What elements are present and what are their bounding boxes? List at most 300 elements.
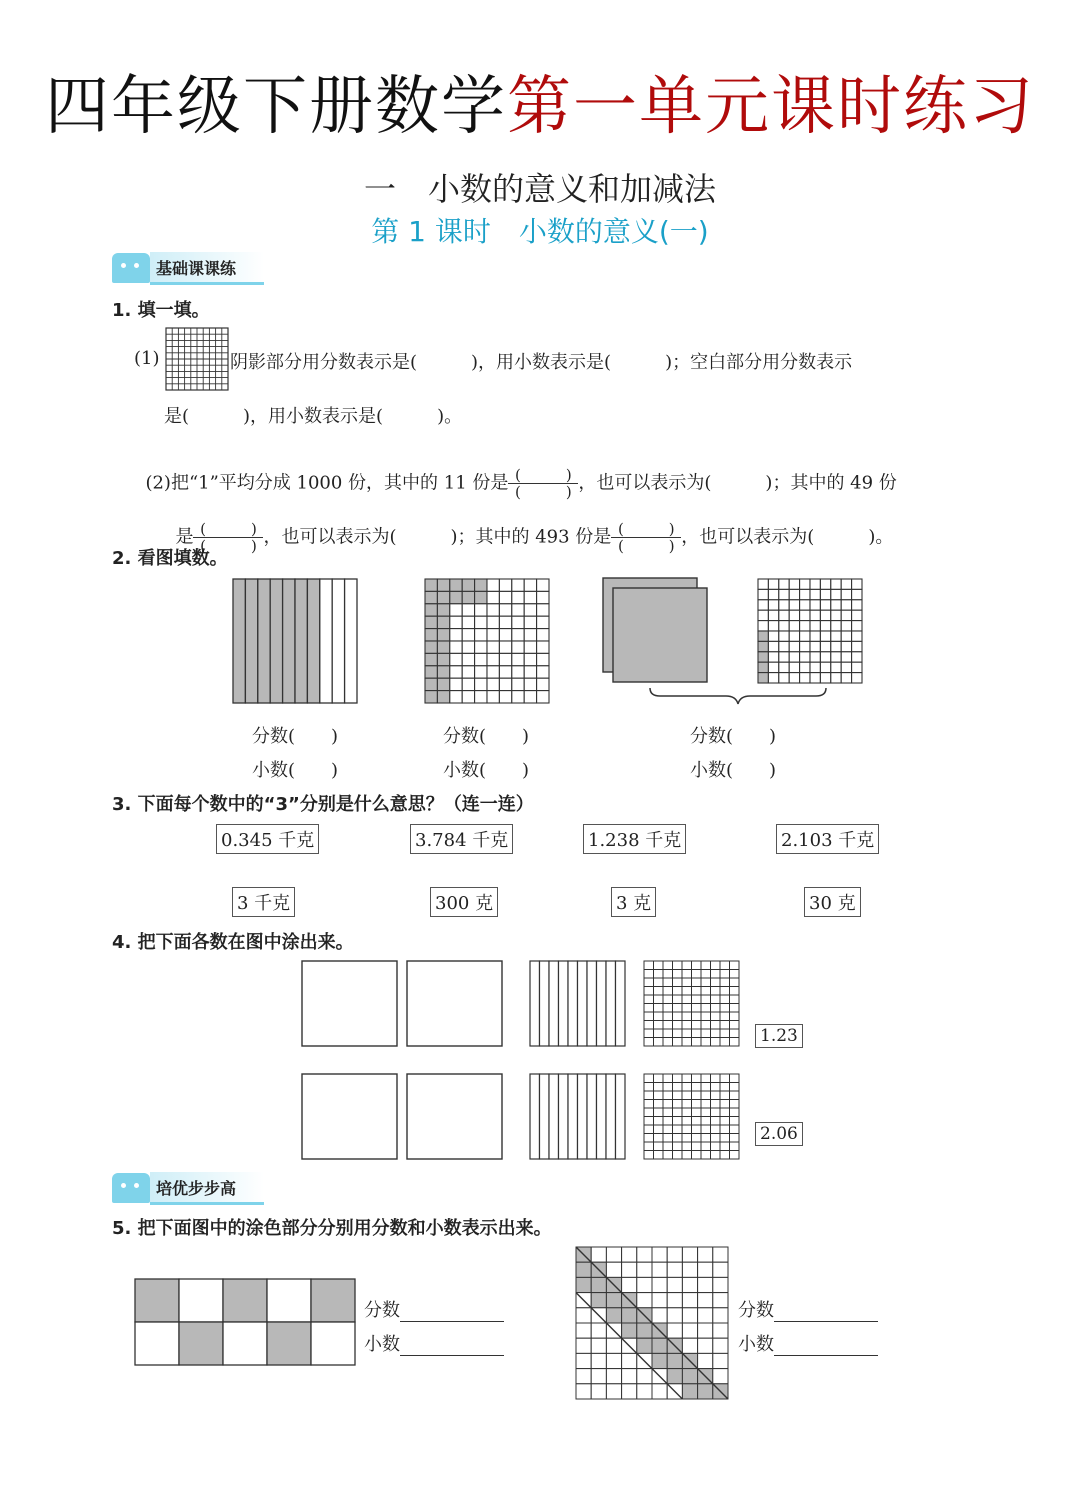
grid-cell xyxy=(779,641,789,651)
grid-cell xyxy=(644,1134,654,1143)
grid-cell xyxy=(487,691,499,703)
rect-cell xyxy=(135,1279,179,1322)
q2-decimal-1: 小数( ) xyxy=(252,760,339,781)
q4-figures[interactable] xyxy=(300,960,750,1160)
grid-cell xyxy=(713,1247,728,1262)
grid-cell xyxy=(475,629,487,641)
answer-blank[interactable] xyxy=(400,1337,504,1356)
grid-cell xyxy=(652,1384,667,1399)
strip xyxy=(568,1074,578,1159)
grid-cell xyxy=(682,1247,697,1262)
question-5-title: 5. 把下面图中的涂色部分分别用分数和小数表示出来。 xyxy=(112,1218,552,1239)
grid-cell xyxy=(720,1142,730,1151)
grid-cell xyxy=(841,673,851,683)
grid-cell xyxy=(644,961,654,970)
grid-cell xyxy=(789,600,799,610)
grid-cell xyxy=(720,987,730,996)
grid-cell xyxy=(701,1004,711,1013)
grid-cell xyxy=(663,995,673,1004)
grid-cell xyxy=(831,631,841,641)
grid-cell xyxy=(499,604,511,616)
grid-cell xyxy=(673,1021,683,1030)
grid-cell xyxy=(475,616,487,628)
grid-cell xyxy=(720,1012,730,1021)
grid-cell xyxy=(779,589,789,599)
grid-cell xyxy=(663,1091,673,1100)
grid-cell xyxy=(730,1151,740,1160)
strip xyxy=(332,579,344,703)
grid-cell xyxy=(701,970,711,979)
grid-cell xyxy=(673,1083,683,1092)
grid-cell xyxy=(779,662,789,672)
grid-cell xyxy=(692,1091,702,1100)
grid-cell xyxy=(820,621,830,631)
grid-cell xyxy=(682,1293,697,1308)
grid-cell xyxy=(425,653,437,665)
grid-cell xyxy=(713,1262,728,1277)
grid-cell xyxy=(475,653,487,665)
grid-cell xyxy=(789,579,799,589)
grid-cell xyxy=(831,621,841,631)
grid-cell xyxy=(831,600,841,610)
grid-cell xyxy=(622,1308,637,1323)
grid-cell xyxy=(512,666,524,678)
grid-cell xyxy=(644,1083,654,1092)
grid-cell xyxy=(841,662,851,672)
grid-cell xyxy=(606,1338,621,1353)
grid-cell xyxy=(852,589,862,599)
grid-cell xyxy=(673,1004,683,1013)
grid-cell xyxy=(698,1308,713,1323)
grid-cell xyxy=(637,1262,652,1277)
grid-cell xyxy=(537,579,549,591)
grid-cell xyxy=(701,1125,711,1134)
grid-cell xyxy=(622,1247,637,1262)
q3-bottom-box-2[interactable]: 300 克 xyxy=(430,887,498,917)
grid-cell xyxy=(720,1108,730,1117)
q1-part2-c: 是 xyxy=(175,526,194,548)
grid-cell xyxy=(800,621,810,631)
grid-cell xyxy=(663,1021,673,1030)
grid-cell xyxy=(652,1277,667,1292)
grid-cell xyxy=(852,652,862,662)
grid-cell xyxy=(576,1308,591,1323)
grid-cell xyxy=(789,621,799,631)
grid-cell xyxy=(663,1134,673,1143)
grid-cell xyxy=(663,1100,673,1109)
grid-cell xyxy=(720,978,730,987)
grid-cell xyxy=(537,616,549,628)
grid-cell xyxy=(692,978,702,987)
rect-cell xyxy=(267,1322,311,1365)
grid-cell xyxy=(591,1384,606,1399)
grid-cell xyxy=(692,1151,702,1160)
grid-cell xyxy=(673,1134,683,1143)
grid-cell xyxy=(663,1074,673,1083)
grid-cell xyxy=(758,600,768,610)
grid-cell xyxy=(654,1151,664,1160)
grid-cell xyxy=(644,1021,654,1030)
strip xyxy=(258,579,270,703)
grid-cell xyxy=(789,673,799,683)
grid-cell xyxy=(537,653,549,665)
rect-cell xyxy=(223,1322,267,1365)
grid-cell xyxy=(768,589,778,599)
answer-blank[interactable] xyxy=(774,1303,878,1322)
grid-cell xyxy=(682,1151,692,1160)
grid-cell xyxy=(591,1353,606,1368)
grid-cell xyxy=(606,1293,621,1308)
grid-cell xyxy=(673,1100,683,1109)
grid-cell xyxy=(730,1142,740,1151)
grid-cell xyxy=(437,616,449,628)
grid-cell xyxy=(701,1151,711,1160)
grid-cell xyxy=(730,1012,740,1021)
grid-cell xyxy=(499,591,511,603)
grid-cell xyxy=(622,1384,637,1399)
grid-cell xyxy=(682,1038,692,1047)
grid-cell xyxy=(644,987,654,996)
grid-cell xyxy=(606,1369,621,1384)
grid-cell xyxy=(730,1108,740,1117)
q2-figure-mixed xyxy=(600,578,870,708)
full-square xyxy=(613,588,707,682)
grid-cell xyxy=(524,653,536,665)
section-label-advanced: 培优步步高 xyxy=(150,1172,264,1205)
rect-cell xyxy=(179,1279,223,1322)
grid-cell xyxy=(537,678,549,690)
grid-cell xyxy=(720,1151,730,1160)
q2-fraction-2: 分数( ) xyxy=(443,726,530,747)
grid-cell xyxy=(487,591,499,603)
strip xyxy=(578,1074,588,1159)
grid-cell xyxy=(499,616,511,628)
strip xyxy=(559,1074,569,1159)
page-title xyxy=(0,62,1080,152)
grid-cell xyxy=(768,610,778,620)
grid-cell xyxy=(487,579,499,591)
grid-cell xyxy=(768,641,778,651)
grid-cell xyxy=(637,1323,652,1338)
grid-cell xyxy=(831,662,841,672)
grid-cell xyxy=(692,987,702,996)
grid-cell xyxy=(682,1384,697,1399)
grid-cell xyxy=(524,591,536,603)
grid-cell xyxy=(711,1012,721,1021)
grid-cell xyxy=(730,1100,740,1109)
grid-cell xyxy=(487,604,499,616)
grid-cell xyxy=(499,629,511,641)
grid-cell xyxy=(524,666,536,678)
grid-cell xyxy=(720,1029,730,1038)
grid-cell xyxy=(852,600,862,610)
grid-cell xyxy=(852,621,862,631)
fraction-blank[interactable]: $\frac{( )}{( )}$ xyxy=(611,521,681,554)
grid-cell xyxy=(475,591,487,603)
grid-cell xyxy=(487,616,499,628)
grid-cell xyxy=(820,662,830,672)
grid-cell xyxy=(711,1108,721,1117)
grid-cell xyxy=(576,1338,591,1353)
grid-cell xyxy=(720,1100,730,1109)
grid-cell xyxy=(810,610,820,620)
grid-cell xyxy=(692,1134,702,1143)
grid-cell xyxy=(701,1029,711,1038)
grid-cell xyxy=(512,691,524,703)
grid-cell xyxy=(713,1323,728,1338)
grid-cell xyxy=(701,995,711,1004)
q2-decimal-3: 小数( ) xyxy=(690,760,777,781)
grid-cell xyxy=(425,678,437,690)
grid-cell xyxy=(779,579,789,589)
grid-cell xyxy=(652,1262,667,1277)
q2-fraction-3: 分数( ) xyxy=(690,726,777,747)
q5-left-decimal: 小数 xyxy=(364,1330,504,1356)
grid-cell xyxy=(673,1125,683,1134)
grid-cell xyxy=(810,662,820,672)
grid-cell xyxy=(682,1117,692,1126)
grid-cell xyxy=(701,1117,711,1126)
grid-cell xyxy=(450,579,462,591)
grid-cell xyxy=(673,978,683,987)
grid-cell xyxy=(758,589,768,599)
grid-cell xyxy=(637,1293,652,1308)
grid-cell xyxy=(720,1021,730,1030)
grid-cell xyxy=(730,1091,740,1100)
strip xyxy=(606,1074,616,1159)
grid-cell xyxy=(852,673,862,683)
strip xyxy=(245,579,257,703)
grid-cell xyxy=(810,673,820,683)
grid-cell xyxy=(644,1100,654,1109)
grid-cell xyxy=(841,621,851,631)
grid-cell xyxy=(654,970,664,979)
grid-cell xyxy=(720,1038,730,1047)
grid-cell xyxy=(652,1338,667,1353)
grid-cell xyxy=(841,610,851,620)
grid-cell xyxy=(576,1353,591,1368)
answer-blank[interactable] xyxy=(400,1303,504,1322)
grid-cell xyxy=(810,641,820,651)
grid-cell xyxy=(682,1100,692,1109)
fraction-blank[interactable]: $\frac{( )}{( )}$ xyxy=(193,521,263,554)
grid-cell xyxy=(810,621,820,631)
grid-cell xyxy=(512,653,524,665)
strip xyxy=(559,961,569,1046)
grid-cell xyxy=(692,961,702,970)
q3-bottom-box-4[interactable]: 30 克 xyxy=(804,887,861,917)
grid-cell xyxy=(711,1074,721,1083)
grid-cell xyxy=(692,1029,702,1038)
grid-cell xyxy=(713,1369,728,1384)
grid-cell xyxy=(711,1134,721,1143)
grid-cell xyxy=(462,616,474,628)
grid-cell xyxy=(701,1083,711,1092)
grid-cell xyxy=(654,1134,664,1143)
grid-cell xyxy=(789,631,799,641)
brace xyxy=(650,688,826,704)
grid-cell xyxy=(667,1247,682,1262)
grid-cell xyxy=(682,1134,692,1143)
grid-cell xyxy=(537,591,549,603)
grid-cell xyxy=(499,666,511,678)
grid-cell xyxy=(841,589,851,599)
grid-cell xyxy=(720,970,730,979)
grid-cell xyxy=(450,616,462,628)
grid-cell xyxy=(720,1074,730,1083)
strip xyxy=(295,579,307,703)
q3-top-box-1[interactable]: 0.345 千克 xyxy=(216,824,319,854)
grid-cell xyxy=(800,673,810,683)
grid-cell xyxy=(758,652,768,662)
grid-cell xyxy=(654,1100,664,1109)
strip xyxy=(540,1074,550,1159)
grid-cell xyxy=(831,610,841,620)
q1-grid-figure xyxy=(166,328,228,390)
rect-cell xyxy=(223,1279,267,1322)
q5-rect-figure xyxy=(134,1278,356,1366)
grid-cell xyxy=(654,1038,664,1047)
grid-cell xyxy=(810,631,820,641)
grid-cell xyxy=(682,1262,697,1277)
grid-cell xyxy=(606,1247,621,1262)
q3-top-box-4[interactable]: 2.103 千克 xyxy=(776,824,879,854)
grid-cell xyxy=(644,1012,654,1021)
grid-cell xyxy=(663,1083,673,1092)
grid-cell xyxy=(462,666,474,678)
grid-cell xyxy=(524,604,536,616)
grid-cell xyxy=(450,653,462,665)
title-grade: 四年级下册数学 xyxy=(45,70,507,144)
section-label-basic: 基础课课练 xyxy=(150,252,264,285)
q3-top-box-3[interactable]: 1.238 千克 xyxy=(583,824,686,854)
question-4-title: 4. 把下面各数在图中涂出来。 xyxy=(112,932,354,953)
q5-right-decimal: 小数 xyxy=(738,1330,878,1356)
q3-bottom-box-1[interactable]: 3 千克 xyxy=(232,887,295,917)
grid-cell xyxy=(437,579,449,591)
grid-cell xyxy=(591,1369,606,1384)
strip xyxy=(530,961,540,1046)
grid-cell xyxy=(673,1074,683,1083)
grid-cell xyxy=(720,1125,730,1134)
grid-cell xyxy=(475,666,487,678)
grid-cell xyxy=(606,1384,621,1399)
strip xyxy=(320,579,332,703)
grid-cell xyxy=(831,673,841,683)
grid-cell xyxy=(682,1108,692,1117)
grid-cell xyxy=(425,641,437,653)
grid-cell xyxy=(730,1134,740,1143)
grid-cell xyxy=(730,1083,740,1092)
grid-cell xyxy=(663,1029,673,1038)
q3-top-box-2[interactable]: 3.784 千克 xyxy=(410,824,513,854)
grid-cell xyxy=(682,978,692,987)
strip xyxy=(616,1074,626,1159)
grid-cell xyxy=(711,1029,721,1038)
grid-cell xyxy=(591,1323,606,1338)
grid-cell xyxy=(800,641,810,651)
grid-cell xyxy=(487,641,499,653)
grid-cell xyxy=(758,641,768,651)
grid-cell xyxy=(637,1277,652,1292)
bear-icon xyxy=(112,253,150,283)
grid-cell xyxy=(512,678,524,690)
q3-bottom-box-3[interactable]: 3 克 xyxy=(611,887,656,917)
grid-cell xyxy=(720,961,730,970)
grid-cell xyxy=(711,1100,721,1109)
grid-cell xyxy=(667,1262,682,1277)
grid-cell xyxy=(789,641,799,651)
grid-cell xyxy=(810,600,820,610)
grid-cell xyxy=(487,653,499,665)
grid-cell xyxy=(841,652,851,662)
grid-cell xyxy=(713,1277,728,1292)
grid-cell xyxy=(537,666,549,678)
grid-cell xyxy=(663,987,673,996)
grid-cell xyxy=(701,1134,711,1143)
grid-cell xyxy=(692,1108,702,1117)
q2-decimal-2: 小数( ) xyxy=(443,760,530,781)
grid-cell xyxy=(831,579,841,589)
strip xyxy=(270,579,282,703)
strip xyxy=(568,961,578,1046)
grid-cell xyxy=(524,641,536,653)
grid-cell xyxy=(591,1277,606,1292)
grid-cell xyxy=(622,1323,637,1338)
grid-cell xyxy=(644,1029,654,1038)
grid-cell xyxy=(701,1108,711,1117)
grid-cell xyxy=(831,641,841,651)
grid-cell xyxy=(841,600,851,610)
grid-cell xyxy=(768,662,778,672)
grid-cell xyxy=(730,1125,740,1134)
grid-cell xyxy=(779,631,789,641)
grid-cell xyxy=(730,1117,740,1126)
unit-title: 一 小数的意义和加减法 xyxy=(363,170,716,208)
grid-cell xyxy=(644,1117,654,1126)
grid-cell xyxy=(462,604,474,616)
q1-part2-e: ，也可以表示为( )。 xyxy=(681,526,894,548)
grid-cell xyxy=(701,1012,711,1021)
grid-cell xyxy=(730,1004,740,1013)
grid-cell xyxy=(462,591,474,603)
grid-cell xyxy=(663,1108,673,1117)
grid-cell xyxy=(701,961,711,970)
grid-cell xyxy=(779,652,789,662)
q1-part2-line2 xyxy=(164,500,893,554)
grid-cell xyxy=(711,1004,721,1013)
grid-cell xyxy=(652,1293,667,1308)
grid-cell xyxy=(512,579,524,591)
grid-cell xyxy=(713,1308,728,1323)
grid-cell xyxy=(524,629,536,641)
grid-cell xyxy=(524,678,536,690)
rect-cell xyxy=(267,1279,311,1322)
grid-cell xyxy=(654,1091,664,1100)
grid-cell xyxy=(663,1038,673,1047)
grid-cell xyxy=(692,1012,702,1021)
grid-cell xyxy=(711,1083,721,1092)
q1-part2-a: (2)把“1”平均分成 1000 份，其中的 11 份是 xyxy=(145,472,509,494)
answer-blank[interactable] xyxy=(774,1337,878,1356)
grid-cell xyxy=(730,1074,740,1083)
grid-cell xyxy=(698,1353,713,1368)
grid-cell xyxy=(852,662,862,672)
grid-cell xyxy=(637,1384,652,1399)
fraction-blank[interactable]: $\frac{( )}{( )}$ xyxy=(508,467,578,500)
grid-cell xyxy=(682,1338,697,1353)
grid-cell xyxy=(820,631,830,641)
